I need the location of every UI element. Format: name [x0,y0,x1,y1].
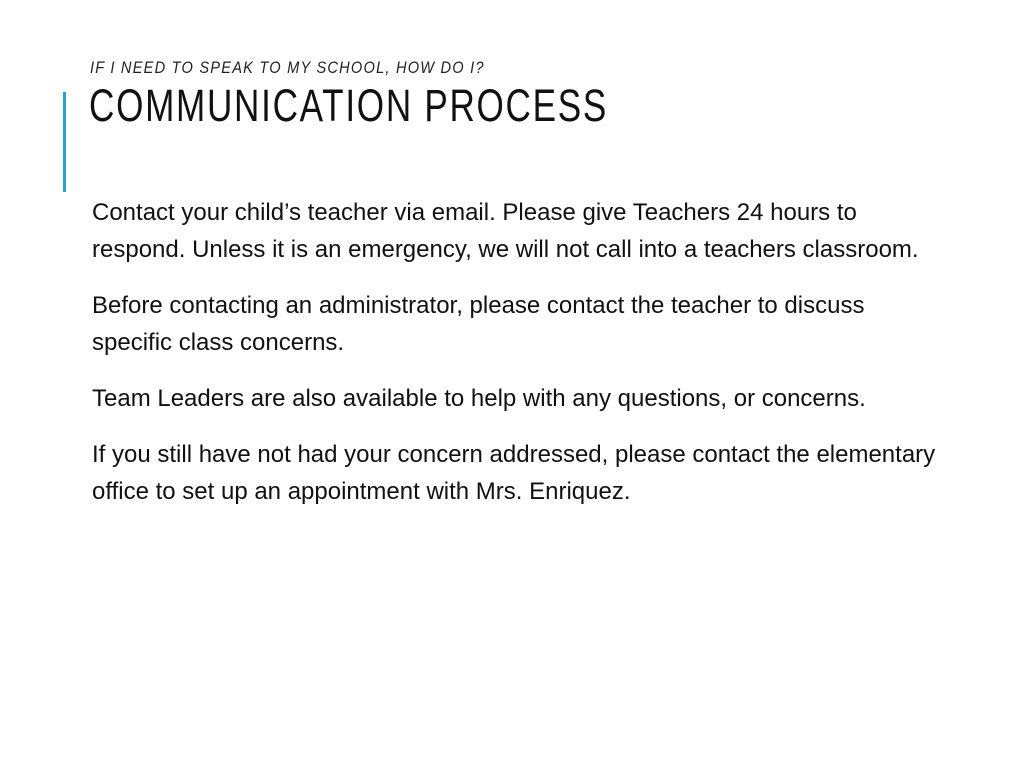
body-paragraph: Team Leaders are also available to help with any questions, or concerns. [92,385,866,412]
body-paragraph: If you still have not had your concern addressed, please contact the elementary office to set up an appointment with Mrs. Enriquez. [92,441,936,505]
slide-body [92,194,942,529]
slide-subtitle: IF I NEED TO SPEAK TO MY SCHOOL, HOW DO I? [90,58,485,77]
body-paragraph: Contact your child’s teacher via email. Please give Teachers 24 hours to respond. Unless it is an emergency, we will not call into a teachers classroom. [92,199,919,263]
slide-title: COMMUNICATION PROCESS [89,80,609,131]
body-paragraph: Before contacting an administrator, please contact the teacher to discuss specific class concerns. [92,292,865,356]
accent-bar [63,92,66,192]
